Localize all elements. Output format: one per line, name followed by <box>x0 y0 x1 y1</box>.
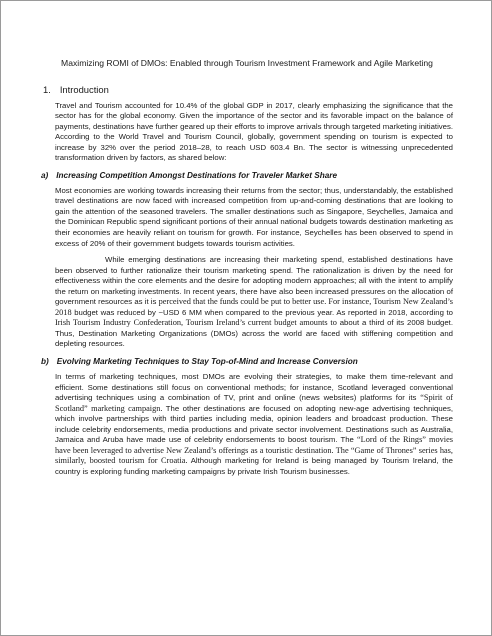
subsection-a-heading <box>41 170 453 181</box>
intro-paragraph: Travel and Tourism accounted for 10.4% of the global GDP in 2017, clearly emphasizing the significance that the sector has for the global economy. Given the importance of the sector and its favorable impact on the balance of payments, destinations have further geared up their efforts to improve arrivals through targeted marketing initiatives. According to the World Travel and Tourism Council, globally, government spending on tourism is expected to increase by 32% over the period 2018–28, to reach USD 603.4 Bn. The sector is witnessing unprecedented transformation driven by factors, as shared below: <box>55 100 453 163</box>
subsection-b-title: Evolving Marketing Techniques to Stay Top-of-Mind and Increase Conversion <box>56 356 358 366</box>
subsection-a-paragraph-2 <box>55 255 453 350</box>
document-body <box>41 58 453 483</box>
subsection-b-paragraph <box>55 372 453 477</box>
paragraph-text-serif: “Spirit of Scotland” marketing campaign. <box>55 393 454 413</box>
paragraph-text: Although marketing for Ireland is being managed by Tourism Ireland, the country is exploring funding marketing campaigns by private Irish Tourism businesses. <box>55 456 453 476</box>
paragraph-text-serif: Irish Tourism Industry Confederation, Tourism Ireland’s current budget amounts to <box>55 318 337 328</box>
paragraph-text: The other destinations are focused on adopting new-age advertising techniques, which involve partnerships with third parties including media, opinion leaders and broadcast production. These include celebrity endorsements, media productions and private sector involvement. Destinations such as Australia, Jamaica and Aruba have made use of celebrity endorsements to boost tourism. The <box>55 403 453 445</box>
subsection-a-marker: a) <box>41 170 49 180</box>
paragraph-text-serif: perceived that the funds could be put to better use. For instance, Tourism New Zealand’s 2018 <box>55 297 453 317</box>
paragraph-text: In terms of marketing techniques, most DMOs are evolving their strategies, to make them time-relevant and efficient. Some destinations still focus on conventional methods; for instance, Scotland leveraged conventional advertising techniques using a combination of TV, print and online (news websites) platforms for its <box>55 371 453 403</box>
section-heading <box>43 84 453 96</box>
paragraph-text-serif: “Lord of the Rings” movies have been leveraged to advertise New Zealand’s offerings as a touristic destination. The “Game of Thrones” series has, similarly, boosted tourism for Croatia. <box>55 435 453 466</box>
paragraph-text: budget was reduced by ~USD 6 MM when compared to the previous year. As reported in 2018, according to <box>71 307 453 317</box>
section-number: 1. <box>43 83 51 95</box>
subsection-a-title: Increasing Competition Amongst Destinations for Traveler Market Share <box>56 170 337 180</box>
document-title: Maximizing ROMI of DMOs: Enabled through Tourism Investment Framework and Agile Marketing <box>61 58 433 68</box>
subsection-a-paragraph-1: Most economies are working towards increasing their returns from the sector; thus, understandably, the established travel destinations are now faced with increased competition from up-and-coming destinations that are looking to gain the attention of the seasoned travelers. The smaller destinations such as Singapore, Seychelles, Jamaica and the Dominican Republic spend significant portions of their annual national budgets towards destination marketing as their economies are heavily reliant on tourism for growth. For instance, Seychelles has been observed to spend in excess of 20% of their government budgets towards tourism activities. <box>55 185 453 248</box>
section-title: Introduction <box>59 83 109 95</box>
paragraph-text: While emerging destinations are increasing their marketing spend, established destinations have been observed to further rationalize their tourism marketing spend. The rationalization is driven by the need for effectiveness within the core elements and the desire for adopting modern approaches; all with the intent to amplify the return on marketing investments. In recent years, there have also been increased pressures on the allocation of government resources as it is <box>55 255 453 307</box>
subsection-b-heading <box>41 356 453 367</box>
subsection-b-marker: b) <box>41 356 49 366</box>
paragraph-text: about a third of its 2008 budget. Thus, Destination Marketing Organizations (DMOs) across the world are faced with stiffening competition and depleting resources. <box>55 318 453 349</box>
